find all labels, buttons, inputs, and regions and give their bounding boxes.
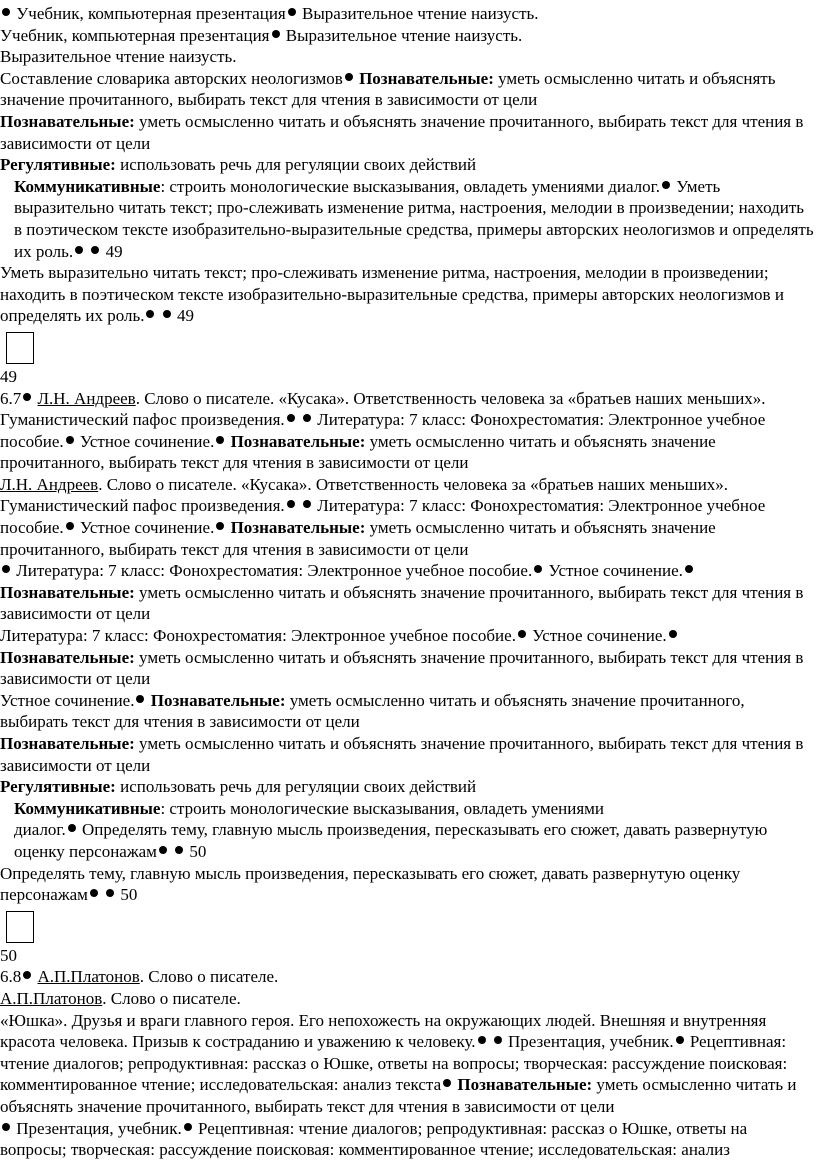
- bullet-icon: [443, 1079, 451, 1087]
- text-paragraph: Регулятивные: использовать речь для регуляции своих действий: [0, 155, 477, 175]
- text-paragraph: 6.7 Л.Н. Андреев. Слово о писателе. «Кусака». Ответственность человека за «братьев наших меньших». Гуманистический пафос произведения. Литература: 7 класс: Фонохрестоматия: Электронное учебное пособие. Устное сочинение. Познавательные: уметь осмысленно читать и объяснять значение прочитанного, выбирать текст для чтения в зависимости от цели: [0, 388, 766, 473]
- text-paragraph: Л.Н. Андреев. Слово о писателе. «Кусака». Ответственность человека за «братьев наших меньших». Гуманистический пафос произведения. Литература: 7 класс: Фонохрестоматия: Электронное учебное пособие. Устное сочинение. Познавательные: уметь осмысленно читать и объяснять значение прочитанного, выбирать текст для чтения в зависимости от цели: [0, 474, 766, 559]
- bullet-icon: [216, 436, 224, 444]
- bullet-icon: [23, 971, 31, 979]
- text-paragraph: Определять тему, главную мысль произведения, пересказывать его сюжет, давать развернутую оценку персонажам 50: [0, 863, 741, 905]
- bullet-icon: [478, 1036, 486, 1044]
- document-page: [0, 3, 816, 1161]
- bullet-icon: [163, 310, 171, 318]
- text-paragraph: Составление словарика авторских неологизмов Познавательные: уметь осмысленно читать и объяснять значение прочитанного, выбирать текст для чтения в зависимости от цели: [0, 68, 776, 110]
- bullet-icon: [68, 824, 76, 832]
- bullet-icon: [175, 846, 183, 854]
- bullet-icon: [272, 30, 280, 38]
- bullet-icon: [66, 522, 74, 530]
- bullet-icon: [23, 393, 31, 401]
- text-paragraph: Устное сочинение. Познавательные: уметь осмысленно читать и объяснять значение прочитанного, выбирать текст для чтения в зависимости от цели: [0, 690, 745, 732]
- bullet-icon: [2, 565, 10, 573]
- bullet-icon: [685, 565, 693, 573]
- text-line: Учебник, компьютерная презентация Выразительное чтение наизусть.: [0, 3, 816, 25]
- bullet-icon: [90, 889, 98, 897]
- page-number: 50: [0, 945, 17, 965]
- text-paragraph: Литература: 7 класс: Фонохрестоматия: Электронное учебное пособие. Устное сочинение. Познавательные: уметь осмысленно читать и объяснять значение прочитанного, выбирать текст для чтения в зависимости от цели: [0, 561, 804, 624]
- page-marker-box: [6, 332, 34, 364]
- bullet-icon: [2, 1123, 10, 1131]
- text-paragraph: Презентация, учебник. Рецептивная: чтение диалогов; репродуктивная: рассказ о Юшке, ответы на вопросы; творческая: рассуждение поисковая: комментированное чтение; исследовательская: анализ: [0, 1118, 748, 1160]
- text-line: 6.8 А.П.Платонов. Слово о писателе.: [0, 967, 279, 987]
- bullet-icon: [287, 414, 295, 422]
- page-number: 49: [0, 366, 17, 386]
- text-paragraph: Познавательные: уметь осмысленно читать и объяснять значение прочитанного, выбирать текст для чтения в зависимости от цели: [0, 111, 804, 153]
- bullet-icon: [662, 181, 670, 189]
- bullet-icon: [518, 630, 526, 638]
- bullet-icon: [136, 695, 144, 703]
- bullet-icon: [303, 414, 311, 422]
- text-line: А.П.Платонов. Слово о писателе.: [0, 988, 241, 1008]
- bullet-icon: [66, 436, 74, 444]
- text-paragraph: Познавательные: уметь осмысленно читать и объяснять значение прочитанного, выбирать текст для чтения в зависимости от цели: [0, 734, 804, 775]
- bullet-icon: [216, 522, 224, 530]
- bullet-icon: [184, 1123, 192, 1131]
- bullet-icon: [106, 889, 114, 897]
- text-paragraph: Регулятивные: использовать речь для регуляции своих действий: [0, 777, 477, 797]
- bullet-icon: [669, 630, 677, 638]
- text-line: Выразительное чтение наизусть.: [0, 47, 237, 67]
- bullet-icon: [494, 1036, 502, 1044]
- bullet-icon: [75, 246, 83, 254]
- text-paragraph: «Юшка». Друзья и враги главного героя. Его непохожесть на окружающих людей. Внешняя и внутренняя красота человека. Призыв к состраданию и уважению к человеку. Презентация, учебник. Рецептивная: чтение диалогов; репродуктивная: рассказ о Юшке, ответы на вопросы; творческая: рассуждение поисковая: комментированное чтение; исследовательская: анализ текста Познавательные: уметь осмысленно читать и объяснять значение прочитанного, выбирать текст для чтения в зависимости от цели: [0, 1010, 797, 1116]
- bullet-icon: [303, 500, 311, 508]
- bullet-icon: [676, 1036, 684, 1044]
- page-marker-box: [6, 911, 34, 943]
- text-line: Учебник, компьютерная презентация Выразительное чтение наизусть.: [0, 25, 523, 45]
- bullet-icon: [2, 8, 10, 16]
- text-paragraph: Коммуникативные: строить монологические высказывания, овладеть умениями диалог. Уметь выразительно читать текст; про-слеживать изменение ритма, настроения, мелодии в произведении; находить в поэтическом тексте изобразительно-выразительные средства, примеры авторских неологизмов и определять их роль. 49: [14, 176, 814, 261]
- bullet-icon: [287, 500, 295, 508]
- bullet-icon: [345, 73, 353, 81]
- bullet-icon: [91, 246, 99, 254]
- bullet-icon: [288, 8, 296, 16]
- bullet-icon: [146, 310, 154, 318]
- text-paragraph: Литература: 7 класс: Фонохрестоматия: Электронное учебное пособие. Устное сочинение. Познавательные: уметь осмысленно читать и объяснять значение прочитанного, выбирать текст для чтения в зависимости от цели: [0, 626, 804, 689]
- text-paragraph: Уметь выразительно читать текст; про-слеживать изменение ритма, настроения, мелодии в произведении; находить в поэтическом тексте изобразительно-выразительные средства, примеры авторских неологизмов и определять их роль. 49: [0, 263, 784, 326]
- text-paragraph: Коммуникативные: строить монологические высказывания, овладеть умениями диалог. Определять тему, главную мысль произведения, пересказывать его сюжет, давать развернутую оценку персонажам 50: [14, 798, 768, 861]
- bullet-icon: [159, 846, 167, 854]
- bullet-icon: [534, 565, 542, 573]
